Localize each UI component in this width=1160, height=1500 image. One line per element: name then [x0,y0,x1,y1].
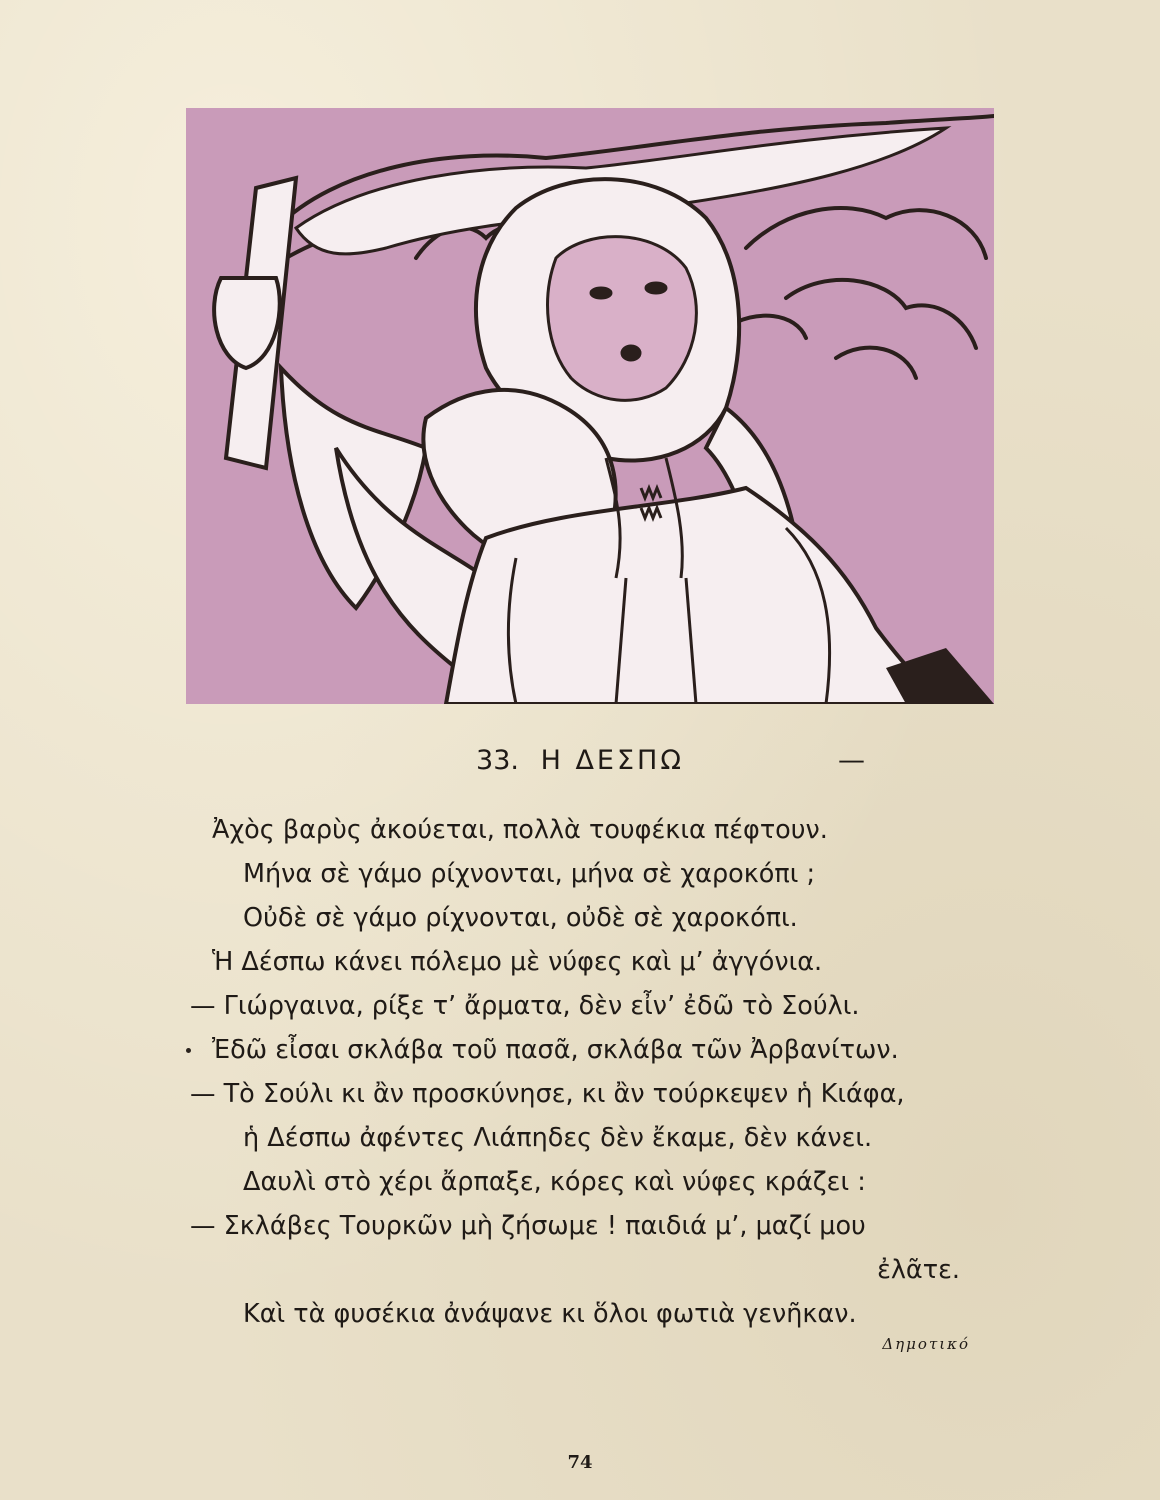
poem-source: Δημοτικό [882,1335,970,1353]
poem-body [190,808,972,1336]
poem-line: — Σκλάβες Τουρκῶν μὴ ζήσωμε ! παιδιά μ’, μαζί μου [190,1211,866,1241]
page-number: 74 [567,1452,593,1473]
poem-line: Ἡ Δέσπω κάνει πόλεμο μὲ νύφες καὶ μ’ ἀγγόνια. [212,947,823,977]
poem-line-continuation: ἐλᾶτε. [877,1255,960,1285]
poem-line: — Τὸ Σούλι κι ἂν προσκύνησε, κι ἂν τούρκεψεν ἡ Κιάφα, [190,1079,905,1109]
poem-line: Καὶ τὰ φυσέκια ἀνάψανε κι ὅλοι φωτιὰ γενῆκαν. [243,1299,857,1329]
woodcut-illustration [186,108,994,704]
poem-title-text: Η ΔΕΣΠΩ [540,745,684,776]
poem-line: Οὐδὲ σὲ γάμο ρίχνονται, οὐδὲ σὲ χαροκόπι. [243,903,798,933]
poem-title [300,745,868,776]
poem-line: Ἐδῶ εἶσαι σκλάβα τοῦ πασᾶ, σκλάβα τῶν Ἀρβανίτων. [212,1035,899,1065]
poem-line: Μήνα σὲ γάμο ρίχνονται, μήνα σὲ χαροκόπι ; [243,859,816,889]
poem-line: Ἀχὸς βαρὺς ἀκούεται, πολλὰ τουφέκια πέφτουν. [212,815,828,845]
poem-number: 33. [476,745,519,776]
margin-dot [186,1048,191,1053]
title-dash: — [838,745,868,776]
woman-with-torch-woodcut-icon [186,108,994,704]
poem-line: — Γιώργαινα, ρίξε τ’ ἄρματα, δὲν εἶν’ ἐδῶ τὸ Σούλι. [190,991,860,1021]
poem-line: Δαυλὶ στὸ χέρι ἄρπαξε, κόρες καὶ νύφες κράζει : [243,1167,866,1197]
poem-line: ἡ Δέσπω ἀφέντες Λιάπηδες δὲν ἔκαμε, δὲν κάνει. [243,1123,873,1153]
